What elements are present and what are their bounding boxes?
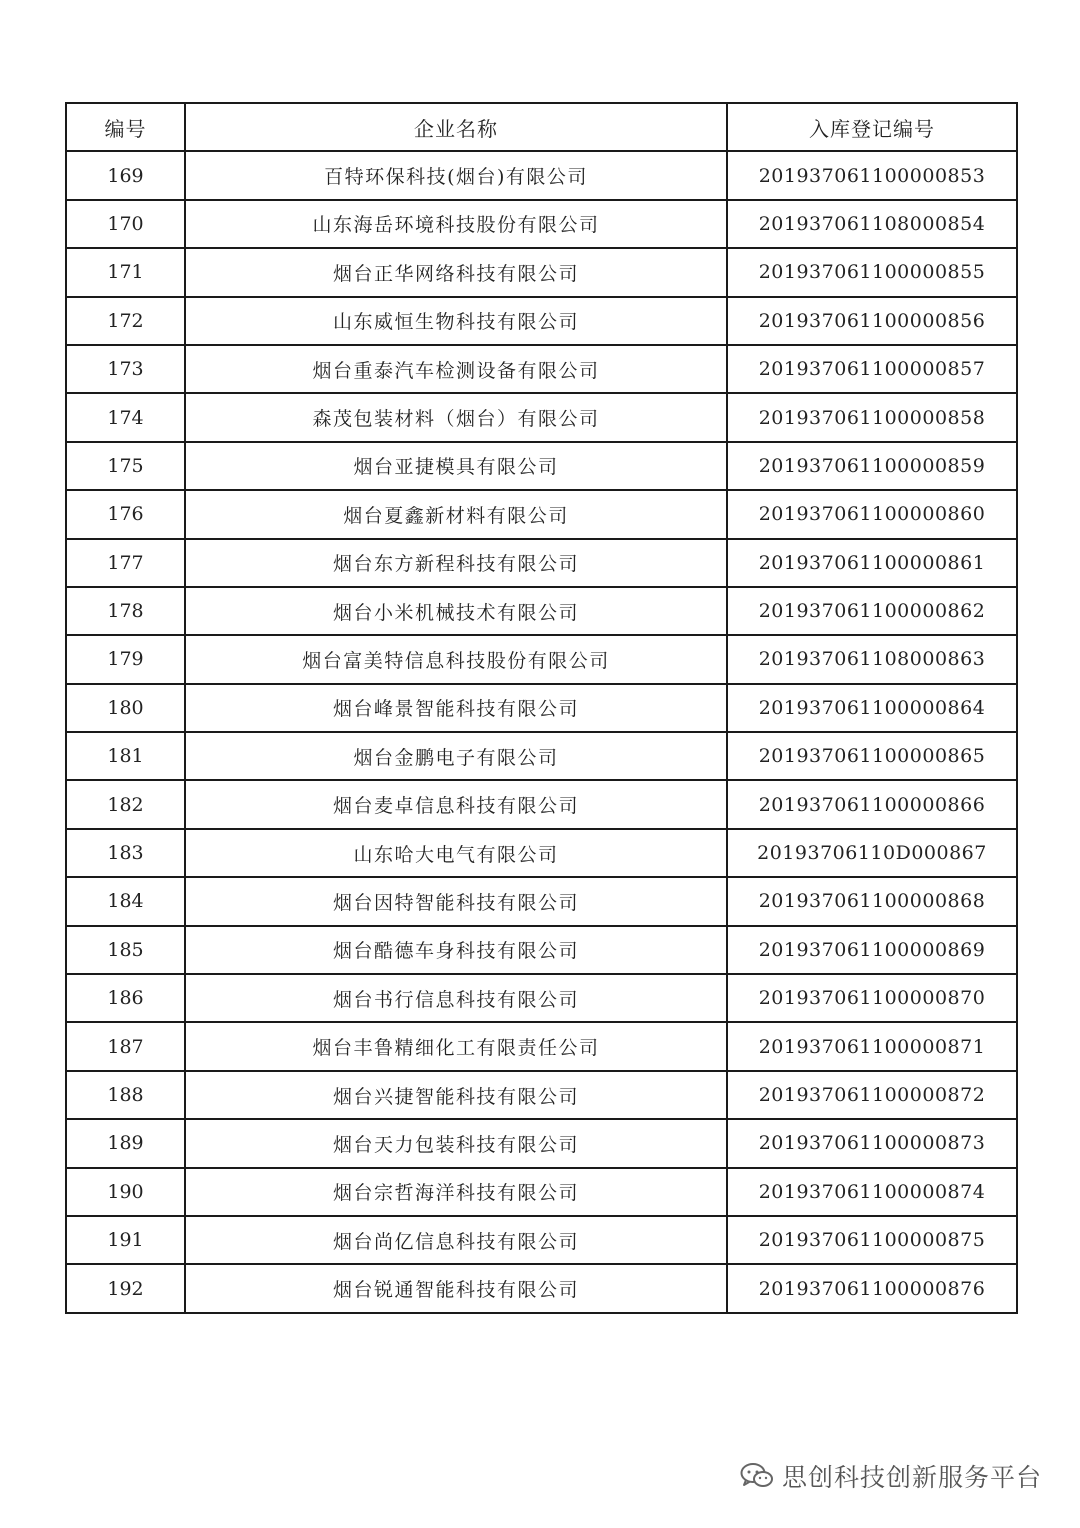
- registration-number: 201937061100000872: [727, 1071, 1017, 1119]
- company-name: 烟台重泰汽车检测设备有限公司: [185, 345, 727, 393]
- table-row: [66, 926, 1017, 974]
- table-row: [66, 829, 1017, 877]
- registration-number: 201937061100000856: [727, 297, 1017, 345]
- registration-number: 201937061100000875: [727, 1216, 1017, 1264]
- registration-number: 201937061108000863: [727, 635, 1017, 683]
- registration-number: 201937061100000862: [727, 587, 1017, 635]
- header-registration-number: 入库登记编号: [727, 103, 1017, 151]
- row-number: 186: [66, 974, 185, 1022]
- registration-number: 201937061100000857: [727, 345, 1017, 393]
- row-number: 188: [66, 1071, 185, 1119]
- row-number: 189: [66, 1119, 185, 1167]
- row-number: 185: [66, 926, 185, 974]
- registration-number: 201937061100000874: [727, 1168, 1017, 1216]
- header-number: 编号: [66, 103, 185, 151]
- watermark-text: 思创科技创新服务平台: [781, 1463, 1042, 1492]
- registration-number: 201937061100000870: [727, 974, 1017, 1022]
- company-name: 烟台尚亿信息科技有限公司: [185, 1216, 727, 1264]
- registration-number: 201937061100000871: [727, 1022, 1017, 1070]
- company-name: 烟台书行信息科技有限公司: [185, 974, 727, 1022]
- table-row: [66, 442, 1017, 490]
- company-name: 森茂包装材料（烟台）有限公司: [185, 393, 727, 441]
- company-name: 百特环保科技(烟台)有限公司: [185, 151, 727, 199]
- company-name: 烟台兴捷智能科技有限公司: [185, 1071, 727, 1119]
- watermark: [740, 1458, 1042, 1494]
- registration-number: 201937061108000854: [727, 200, 1017, 248]
- table-row: [66, 393, 1017, 441]
- company-name: 山东威恒生物科技有限公司: [185, 297, 727, 345]
- row-number: 191: [66, 1216, 185, 1264]
- table-row: [66, 587, 1017, 635]
- company-name: 烟台丰鲁精细化工有限责任公司: [185, 1022, 727, 1070]
- row-number: 176: [66, 490, 185, 538]
- table-row: [66, 297, 1017, 345]
- row-number: 175: [66, 442, 185, 490]
- row-number: 173: [66, 345, 185, 393]
- registration-number: 201937061100000865: [727, 732, 1017, 780]
- row-number: 174: [66, 393, 185, 441]
- company-name: 烟台峰景智能科技有限公司: [185, 684, 727, 732]
- registration-number: 201937061100000861: [727, 539, 1017, 587]
- table-row: [66, 248, 1017, 296]
- registration-number: 201937061100000866: [727, 780, 1017, 828]
- company-name: 烟台夏鑫新材料有限公司: [185, 490, 727, 538]
- company-name: 烟台小米机械技术有限公司: [185, 587, 727, 635]
- company-name: 烟台金鹏电子有限公司: [185, 732, 727, 780]
- registration-number: 20193706110D000867: [727, 829, 1017, 877]
- table-row: [66, 490, 1017, 538]
- table-row: [66, 974, 1017, 1022]
- row-number: 184: [66, 877, 185, 925]
- company-name: 烟台锐通智能科技有限公司: [185, 1264, 727, 1312]
- company-name: 烟台亚捷模具有限公司: [185, 442, 727, 490]
- row-number: 180: [66, 684, 185, 732]
- table-row: [66, 1022, 1017, 1070]
- enterprise-registration-table: [65, 102, 1018, 1314]
- table-row: [66, 1264, 1017, 1312]
- registration-number: 201937061100000855: [727, 248, 1017, 296]
- company-name: 烟台富美特信息科技股份有限公司: [185, 635, 727, 683]
- table-row: [66, 151, 1017, 199]
- enterprise-list-sheet: [65, 102, 1016, 1314]
- table-row: [66, 200, 1017, 248]
- company-name: 烟台天力包装科技有限公司: [185, 1119, 727, 1167]
- table-row: [66, 732, 1017, 780]
- company-name: 烟台因特智能科技有限公司: [185, 877, 727, 925]
- row-number: 171: [66, 248, 185, 296]
- table-row: [66, 1216, 1017, 1264]
- row-number: 192: [66, 1264, 185, 1312]
- company-name: 烟台麦卓信息科技有限公司: [185, 780, 727, 828]
- table-row: [66, 684, 1017, 732]
- row-number: 177: [66, 539, 185, 587]
- row-number: 183: [66, 829, 185, 877]
- row-number: 187: [66, 1022, 185, 1070]
- row-number: 190: [66, 1168, 185, 1216]
- company-name: 山东海岳环境科技股份有限公司: [185, 200, 727, 248]
- registration-number: 201937061100000876: [727, 1264, 1017, 1312]
- registration-number: 201937061100000853: [727, 151, 1017, 199]
- table-body: [66, 151, 1017, 1312]
- company-name: 烟台东方新程科技有限公司: [185, 539, 727, 587]
- table-header-row: [66, 103, 1017, 151]
- wechat-icon: [740, 1462, 774, 1490]
- table-row: [66, 345, 1017, 393]
- row-number: 181: [66, 732, 185, 780]
- table-row: [66, 635, 1017, 683]
- company-name: 山东哈大电气有限公司: [185, 829, 727, 877]
- row-number: 172: [66, 297, 185, 345]
- registration-number: 201937061100000858: [727, 393, 1017, 441]
- table-row: [66, 780, 1017, 828]
- row-number: 179: [66, 635, 185, 683]
- table-row: [66, 539, 1017, 587]
- row-number: 170: [66, 200, 185, 248]
- table-row: [66, 1071, 1017, 1119]
- row-number: 178: [66, 587, 185, 635]
- registration-number: 201937061100000873: [727, 1119, 1017, 1167]
- company-name: 烟台宗哲海洋科技有限公司: [185, 1168, 727, 1216]
- registration-number: 201937061100000859: [727, 442, 1017, 490]
- table-row: [66, 1119, 1017, 1167]
- row-number: 169: [66, 151, 185, 199]
- registration-number: 201937061100000869: [727, 926, 1017, 974]
- row-number: 182: [66, 780, 185, 828]
- table-row: [66, 1168, 1017, 1216]
- table-row: [66, 877, 1017, 925]
- header-company-name: 企业名称: [185, 103, 727, 151]
- registration-number: 201937061100000864: [727, 684, 1017, 732]
- registration-number: 201937061100000868: [727, 877, 1017, 925]
- company-name: 烟台正华网络科技有限公司: [185, 248, 727, 296]
- company-name: 烟台酷德车身科技有限公司: [185, 926, 727, 974]
- registration-number: 201937061100000860: [727, 490, 1017, 538]
